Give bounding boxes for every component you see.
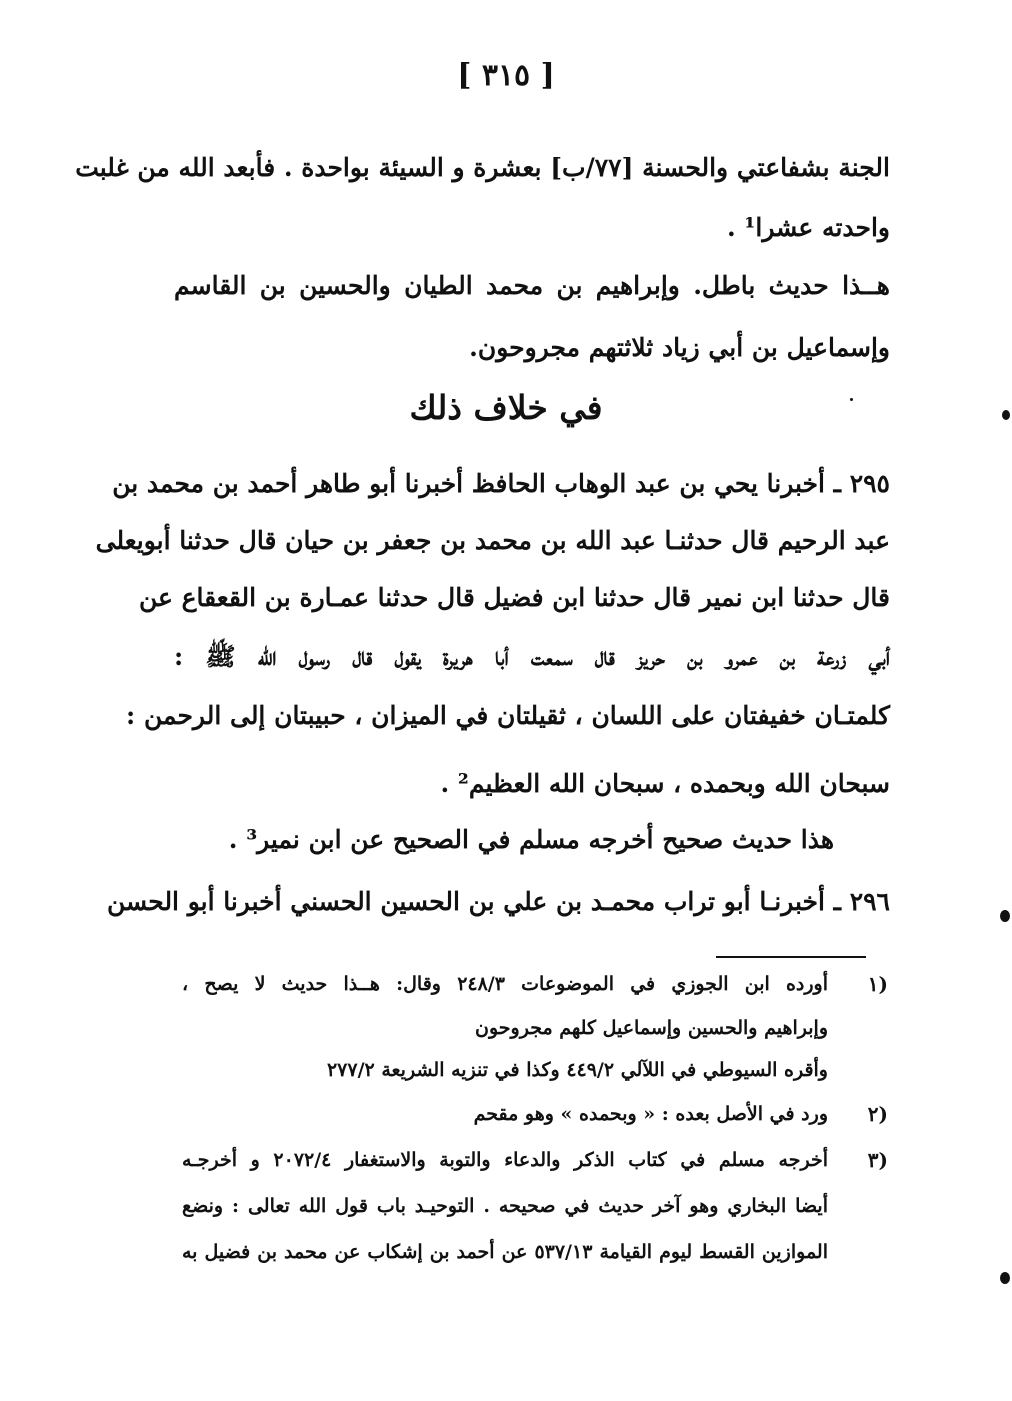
hadith-295-line-1: ٢٩٥ ـ أخبرنا يحي بن عبد الوهاب الحافظ أخبرنا أبو طاهر أحمد بن محمد بن	[112, 469, 890, 498]
hadith-295-line-3: قال حدثنا ابن نمير قال حدثنا ابن فضيل قال حدثنا عمـارة بن القعقاع عن	[138, 583, 890, 612]
footnote-3-number: (٣	[867, 1148, 888, 1172]
hadith-296-line-1: ٢٩٦ ـ أخبرنـا أبو تراب محمـد بن علي بن الحسين الحسني أخبرنا أبو الحسن	[106, 887, 890, 916]
comment-line-2: وإسماعيل بن أبي زياد ثلاثتهم مجروحون.	[469, 333, 890, 362]
footnote-1-line-1: أورده ابن الجوزي في الموضوعات ٢٤٨/٣ وقال: هــذا حديث لا يصح ،	[182, 973, 829, 995]
intro-line-1: الجنة بشفاعتي والحسنة [٧٧/ب] بعشرة و السيئة بواحدة . فأبعد الله من غلبت	[75, 153, 890, 182]
scan-edge-mark	[1000, 1272, 1010, 1284]
hadith-295-text-line-2: سبحان الله وبحمده ، سبحان الله العظيم² .	[440, 769, 890, 798]
footnote-1-number: (١	[867, 972, 888, 996]
footnote-2-line-1: ورد في الأصل بعده : « وبحمده » وهو مقحم	[473, 1103, 828, 1125]
footnote-3-line-1: أخرجه مسلم في كتاب الذكر والدعاء والتوبة والاستغفار ٢٠٧٢/٤ و أخرجـه	[182, 1149, 828, 1171]
section-heading: في خلاف ذلك	[409, 388, 603, 427]
hadith-295-line-2: عبد الرحيم قال حدثنـا عبد الله بن محمد بن جعفر بن حيان قال حدثنا أبويعلى	[95, 526, 890, 555]
footnote-3-line-3: الموازين القسط ليوم القيامة ٥٣٧/١٣ عن أحمد بن إشكاب عن محمد بن فضيل به	[182, 1241, 828, 1263]
hadith-295-grading: هذا حديث صحيح أخرجه مسلم في الصحيح عن ابن نمير³ .	[228, 825, 834, 854]
footnote-3-line-2: أيضا البخاري وهو آخر حديث في صحيحه . التوحيـد باب قول الله تعالى : ونضع	[182, 1195, 828, 1217]
hadith-295-text-line-1: كلمتـان خفيفتان على اللسان ، ثقيلتان في الميزان ، حبيبتان إلى الرحمن :	[126, 701, 890, 730]
scan-edge-mark	[1000, 910, 1010, 922]
footnote-1-line-2: وإبراهيم والحسين وإسماعيل كلهم مجروحون	[475, 1017, 828, 1039]
page-number: [ ٣١٥ ]	[457, 58, 555, 93]
scan-edge-mark	[1002, 410, 1010, 420]
footnote-separator	[716, 956, 866, 958]
scan-speck	[850, 398, 853, 401]
comment-line-1: هــذا حديث باطل. وإبراهيم بن محمد الطيان والحسين بن القاسم	[174, 271, 890, 300]
footnote-2-number: (٢	[867, 1102, 888, 1126]
hadith-295-line-4: أبي زرعة بن عمرو بن حريز قال سمعت أبا هريرة يقول قال رسول الله ﷺ :	[174, 642, 890, 671]
intro-line-2: واحدته عشرا¹ .	[727, 213, 890, 242]
footnote-1-line-3: وأقره السيوطي في اللآلي ٤٤٩/٢ وكذا في تنزيه الشريعة ٢٧٧/٢	[326, 1059, 828, 1081]
